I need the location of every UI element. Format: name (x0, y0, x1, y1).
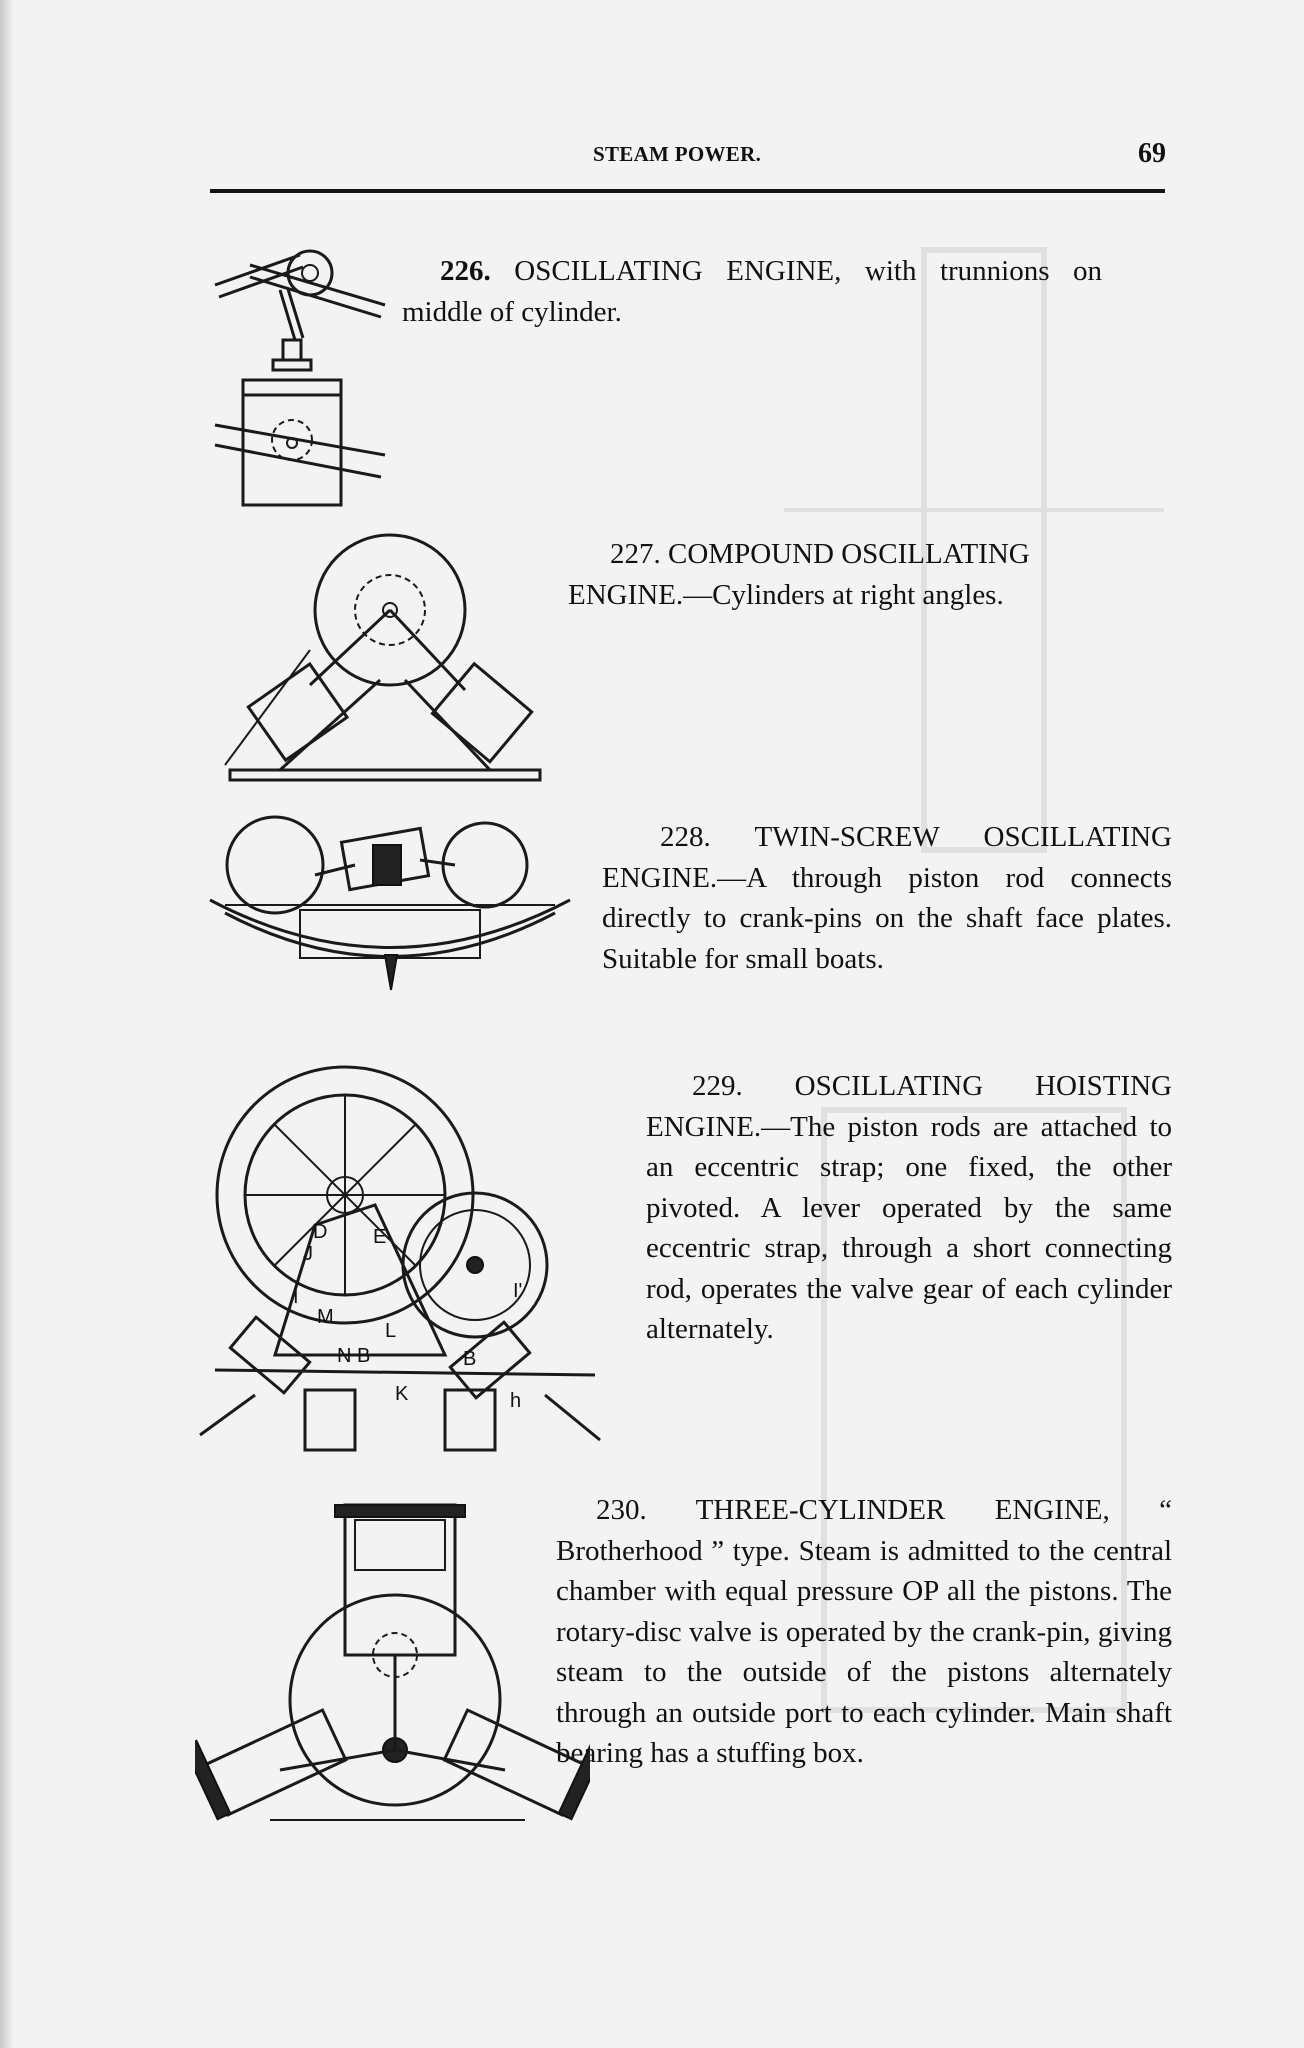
entry-228 (602, 817, 1172, 979)
figure-label-k: K (395, 1383, 409, 1405)
figure-label-e: E (373, 1226, 387, 1248)
header-rule (210, 189, 1165, 193)
figure-label-j: J (303, 1243, 313, 1265)
entry-number: 229. (692, 1070, 743, 1102)
entry-227 (568, 534, 1108, 615)
figure-227-compound-oscillating-engine (220, 530, 550, 790)
entry-number: 227. (610, 538, 661, 570)
figure-label-h: h (510, 1390, 522, 1412)
entry-number: 230. (596, 1494, 647, 1526)
figure-label-d: D (313, 1221, 328, 1243)
figure-label-b1: B (357, 1345, 371, 1367)
running-head: STEAM POWER. (593, 142, 762, 166)
figure-label-b2: B (463, 1348, 477, 1370)
page-edge-shadow (0, 0, 14, 2048)
figure-228-twin-screw-engine (205, 805, 575, 1010)
page-number: 69 (1138, 138, 1166, 169)
figure-label-i: I (293, 1286, 299, 1308)
figure-label-m: M (317, 1306, 334, 1328)
entry-body: OSCILLATING HOISTING ENGINE.—The piston rods are attached to an eccentric strap; one fixed, the other pivoted. A lever operated by the same eccentric strap, through a short connecting rod, operates the valve gear of each cylinder alternately. (646, 1070, 1172, 1345)
entry-230 (556, 1490, 1172, 1774)
entry-body: OSCILLATING ENGINE, with trunnions on middle of cylinder. (402, 255, 1102, 328)
entry-229 (646, 1066, 1172, 1350)
entry-body: TWIN-SCREW OSCILLATING ENGINE.—A through piston rod connects directly to crank-pins on the shaft face plates. Suitable for small boats. (602, 821, 1172, 975)
entry-226 (402, 251, 1102, 332)
figure-label-i-prime: I' (513, 1280, 523, 1302)
entry-body: THREE-CYLINDER ENGINE, “ Brotherhood ” type. Steam is admitted to the central chamber with equal pressure OP all the pistons. The rotary-disc valve is operated by the crank-pin, giving steam to the outside of the pistons alternately through an outside port to each cylinder. Main shaft bearing has a stuffing box. (556, 1494, 1172, 1769)
entry-number: 228. (660, 821, 711, 853)
entry-body: COMPOUND OSCILLATING ENGINE.—Cylinders at right angles. (568, 538, 1030, 611)
figure-229-hoisting-engine (195, 1055, 615, 1455)
entry-number: 226. (440, 255, 491, 287)
page-header (210, 138, 1170, 178)
figure-label-l: L (385, 1320, 397, 1342)
figure-230-three-cylinder-engine (195, 1500, 590, 1870)
figure-226-oscillating-engine (205, 245, 395, 510)
figure-label-n: N (337, 1345, 352, 1367)
